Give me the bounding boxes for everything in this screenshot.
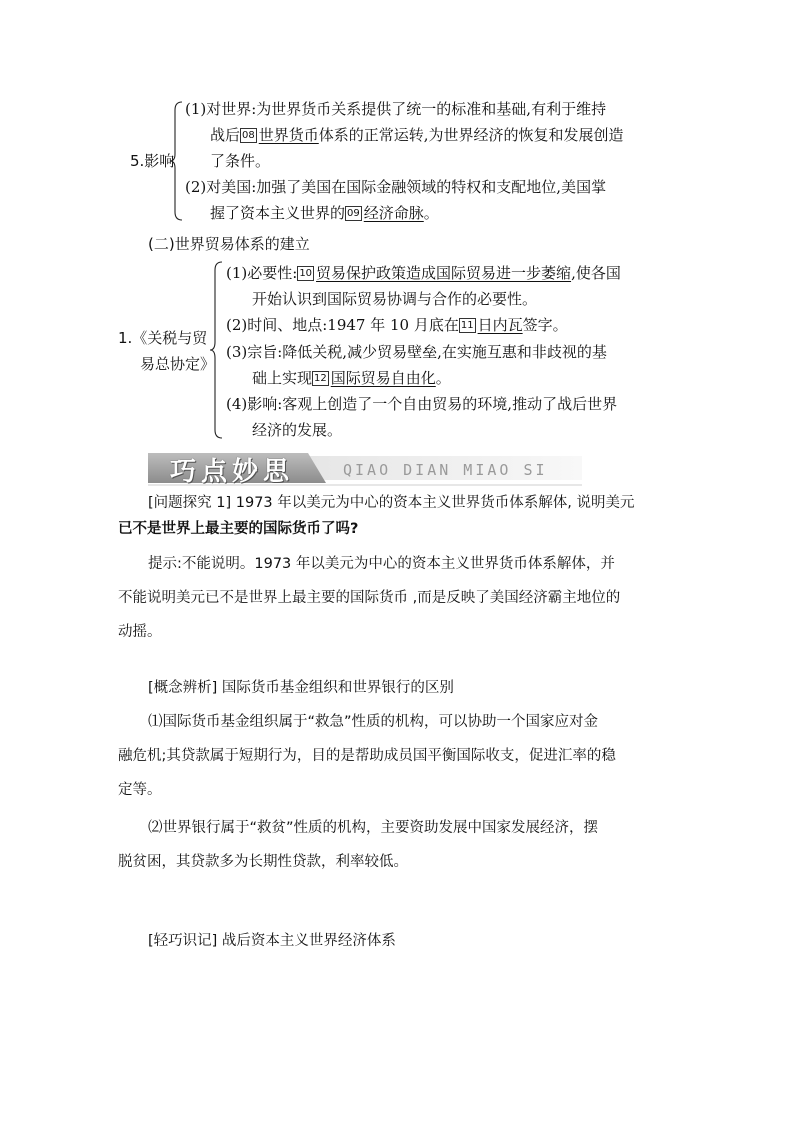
gatt-necessity-line2: 开始认识到国际贸易协调与合作的必要性。 [252,290,538,308]
concept-p2-line1: ⑵世界银行属于“救贫”性质的机构，主要资助发展中国家发展经济，摆 [148,820,599,836]
answer-key: 贸易保护政策造成国际贸易进一步萎缩 [316,264,572,282]
gatt-impact-line2: 经济的发展。 [252,421,343,439]
concept-p1-line2: 融危机;其贷款属于短期行为，目的是帮助成员国平衡国际收支，促进汇率的稳 [118,748,616,764]
answer-number-box: 10 [299,268,313,279]
section5-brace-icon [170,100,184,222]
answer-key: 世界货币 [258,126,319,144]
concept-p2-line2: 脱贫困，其贷款多为长期性贷款，利率较低。 [118,854,408,870]
gatt-purpose-line2: 础上实现 12 国际贸易自由化。 [252,369,451,387]
banner-pinyin: QIAO DIAN MIAO SI [343,461,548,479]
gatt-purpose-line1: (3)宗旨:降低关税,减少贸易壁垒,在实施互惠和非歧视的基 [226,343,607,361]
gatt-brace-icon [210,260,224,440]
trade-heading: (二)世界贸易体系的建立 [148,235,310,253]
answer-key: 国际贸易自由化 [330,369,436,387]
answer-number-box: 11 [460,320,474,331]
inquiry-answer-line1: 提示:不能说明。1973 年以美元为中心的资本主义世界货币体系解体，并 [148,556,615,572]
answer-key: 日内瓦 [477,316,523,334]
banner-title: 巧点妙思 [170,457,295,487]
s5-item2-line2: 握了资本主义世界的 09 经济命脉。 [210,204,439,222]
inquiry-answer-line2: 不能说明美元已不是世界上最主要的国际货币 ,而是反映了美国经济霸主地位的 [118,590,621,606]
concept-heading: [概念辨析] 国际货币基金组织和世界银行的区别 [148,680,454,696]
gatt-time-place: (2)时间、地点:1947 年 10 月底在 11 日内瓦签字。 [226,316,568,334]
inquiry-answer-line3: 动摇。 [118,624,162,640]
s5-item1-line1: (1)对世界:为世界货币关系提供了统一的标准和基础,有利于维持 [185,100,607,118]
answer-key: 经济命脉 [363,204,424,222]
answer-number-box: 08 [242,130,255,141]
memory-heading: [轻巧识记] 战后资本主义世界经济体系 [148,933,396,949]
gatt-necessity-line1: (1)必要性: 10 贸易保护政策造成国际贸易进一步萎缩,使各国 [226,264,621,282]
answer-number-box: 09 [347,208,360,219]
answer-number-box: 12 [314,373,327,384]
gatt-impact-line1: (4)影响:客观上创造了一个自由贸易的环境,推动了战后世界 [226,395,618,413]
gatt-label-line2: 易总协定》 [140,355,216,373]
gatt-label-line1: 1.《关税与贸 [118,329,208,347]
concept-p1-line1: ⑴国际货币基金组织属于“救急”性质的机构，可以协助一个国家应对金 [148,714,599,730]
inquiry-question-line2: 已不是世界上最主要的国际货币了吗? [118,521,359,537]
s5-item1-line3: 了条件。 [210,152,271,170]
inquiry-question-line1: [问题探究 1] 1973 年以美元为中心的资本主义世界货币体系解体, 说明美元 [148,495,635,511]
s5-item1-line2: 战后 08 世界货币体系的正常运转,为世界经济的恢复和发展创造 [210,126,624,144]
concept-p1-line3: 定等。 [118,782,162,798]
section5-label: 5.影响 [130,152,175,170]
s5-item2-line1: (2)对美国:加强了美国在国际金融领域的特权和支配地位,美国掌 [185,178,607,196]
